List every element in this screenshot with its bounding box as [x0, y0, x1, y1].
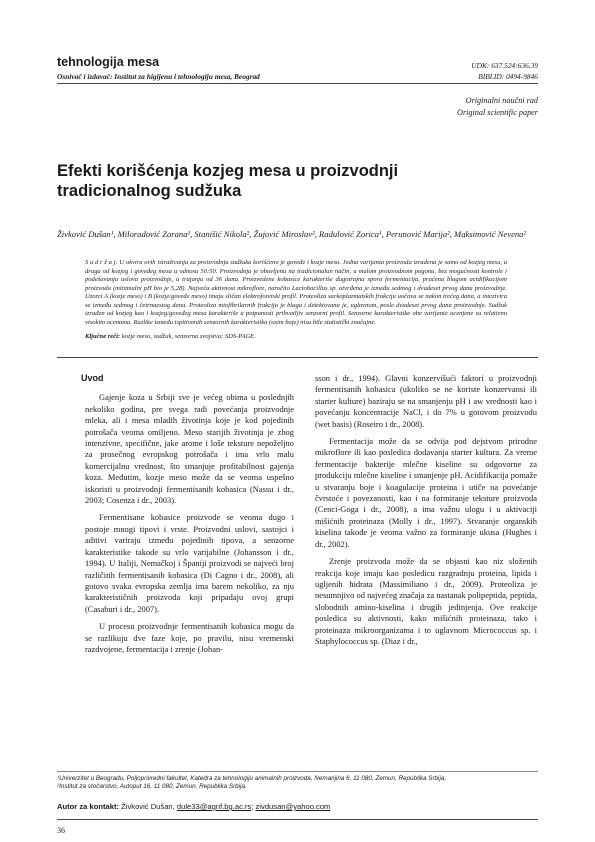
- left-column: [81, 373, 294, 655]
- affiliation-footnote: ²Institut za stočarstvo, Autoput 16, 11 080, Zemun, Republika Srbija.: [57, 783, 247, 790]
- keywords-text: kozje meso, sudžuk, senzorna svojstva; SDS-PAGE.: [121, 333, 256, 340]
- contact-label: Autor za kontakt:: [57, 802, 120, 811]
- page-bottom-divider: [57, 819, 538, 820]
- abstract: [85, 259, 507, 327]
- paper-type-serbian: Originalni naučni rad: [465, 96, 538, 105]
- section-divider: [57, 357, 538, 358]
- journal-name: tehnologija mesa: [57, 55, 160, 69]
- body-paragraph: Gajenje koza u Srbiji sve je većeg obima u poslednjih nekoliko godina, pre svega radi povećanja proizvodnje mleka, ali i mesa mladih životinja koje je kod pojedinih potrošača veoma omiljeno. Meso starijih životinja je zbog intenzivne, specifične, jake arome i loše teksture nepoželjno za prosečnog evropskog potrošača i ima vrlo malu komercijalnu vrednost, što smanjuje profitabilnost gajenja koza. Međutim, kozje meso može da se veoma uspešno iskoristi u proizvodnji fermentisanih kobasica (Nassu i dr., 2003; Cosenza i dr., 2003).: [85, 392, 294, 506]
- publisher-line: Osnivač i izdavač: Institut za higijenu i tehnologiju mesa, Beograd: [57, 72, 260, 81]
- contact-email-link[interactable]: zivdusan@yahoo.com: [255, 802, 331, 811]
- right-column: [315, 373, 537, 647]
- keywords: [85, 333, 507, 341]
- abstract-text: U okviru ovih istraživanja za proizvodnju sudžuka korišćeno je goveđe i kozje meso. Jedna varijanta proizvoda izrađena je samo od kozjeg mesa, a druga od kozjeg i goveđeg mesa u odnosu 50:50. Proizvodnja je obavljena na tradicionalan način, u malom proizvodnom pogonu, bez mogućnosti kontrole i podešavanja uslova proizvodnje, u trajanju od 36 dana. Proizvedene kobasice karakteriše dugotrajna spora fermentacija, praćena blagom acidifikacijom proizvoda (minimalni pH bio je 5,28). Najveća aktivnost mikroflore, naročito Lactobacillus sp. utvrđena je između sedmog i dvadeset prvog dana proizvodnje. Uzorci A (kozje meso) i B (kozje/goveđe meso) imaju sličan elektroforetski profil. Proteoliza sarkoplazmatskih frakcija uočava se nakon trećeg dana, a intezivira se između sedmog i četrnaestog dana. Proteoliza miofibrilarnih frakcija je blaga i detektovana je, uglavnom, posle dvadeset prvog dana proizvodnje. Sudžuk izrađen od kozjeg kao i kozjeg/goveđeg mesa karakteriše u potpunosti prihvatljiv senzorni profil. Senzorne karakteristike obe varijante ocenjene su relativno visokim ocenama. Razlike između ispitivanih senzornih karakteristika (osim boje) nisu bile statistički značajne.: [85, 259, 507, 326]
- body-paragraph: U procesu proizvodnje fermentisanih kobasica mogu da se razlikuju dve faze koje, po pravilu, nisu vremenski razdvojene, fermentacija i zrenje (Johan-: [85, 621, 294, 654]
- body-paragraph: Fermentisane kobasice proizvode se veoma dugo i postoje mnogi tipovi i vrste. Proizvodni uslovi, sastojci i aditivi variraju između pojedinih tipova, a senzorne karakteristike takode su vrlo varijabilne (Johansson i dr., 1994). U Italiji, Nemačkoj i Španiji proizvodi se najveći broj različitih fermentisanih kobasica (Di Cagno i dr., 2008), ali gotovo svaka evropska zemlja ima barem nekoliko, za nju karakterističnih proizvoda koji pripadaju ovoj grupi (Casaburi i dr., 2007).: [85, 512, 294, 614]
- contact-name: Živković Dušan,: [121, 802, 175, 811]
- keywords-label: Ključne reči:: [85, 333, 121, 340]
- header-divider: [57, 83, 538, 84]
- paper-title: Efekti korišćenja kozjeg mesa u proizvodnji tradicionalnog sudžuka: [57, 162, 399, 200]
- body-paragraph: Zrenje proizvoda može da se objasni kao niz složenih reakcija koje imaju kao posledicu razgradnju proteina, lipida i ugljenih hidrata (Massimiliano i dr., 2009). Proteoliza je nesumnjivo od najvećeg značaja za nastanak polipeptida, peptida, slobodnih amino-kiselina i drugih jedinjenja. Ove reakcije posledica su aktivnosti, kako mišićnih proteinaza, tako i proteinaza mikroorganizama i to uglavnom Micrococcus sp. i Staphylococcus sp. (Diaz i dr.,: [315, 556, 537, 646]
- udk-code: UDK: 637.524:636.39: [471, 61, 538, 70]
- paper-type-english: Original scientific paper: [457, 108, 538, 117]
- page-number: 36: [57, 826, 65, 835]
- footnote-divider: [57, 771, 538, 772]
- author-contact: [57, 802, 330, 811]
- body-paragraph: Fermentacija može da se odvija pod dejstvom prirodne mikroflore ili kao posledica dodavanja starter kultura. Za vreme fermentacije bakterije mlečne kiseline su odgovorne za produkciju mlečne kiseline i smanjenje pH. Acidifikacija pomaže u stvaranju boje i koagulacije proteina i utiče na povećanje čvrstoće i povezanosti, kao i na formiranje teksture proizvoda (Cenci-Goga i dr., 2008), a ima važnu ulogu i u aktivaciji mišićnih proteinaza (Molly i dr., 1997). Stvaranje organskih kiselina takođe je veoma važno za formiranje ukusa (Hughes i dr., 2002).: [315, 436, 537, 549]
- abstract-label: S a d r ž a j:: [85, 259, 118, 266]
- biblid-code: BIBLID: 0494-9846: [478, 72, 538, 81]
- affiliation-footnote: ¹Univerzitet u Beogradu, Poljoprivredni fakultet, Katedra za tehnologiju animalnih proizvoda, Nemanjina 6, 11 080, Zemun, Republika Srbija;: [57, 775, 447, 782]
- author-list: Živković Dušan¹, Miloradović Zorana¹, Stanišić Nikola², Žujović Miroslav², Radulović Zorica¹, Perunović Marija², Maksimović Nevena²: [57, 229, 527, 239]
- body-paragraph: sson i dr., 1994). Glavni konzervišući faktori u proizvodnji fermentisanih kobasica (ukoliko se ne koriste konzervansi ili starter kulture) baziraju se na smanjenju pH i aw vrednosti kao i povećanju koncentracije NaCl, i do 7% u gotovom proizvodu (wet basis) (Roseiro i dr., 2008).: [315, 373, 537, 429]
- contact-separator: ;: [251, 802, 254, 811]
- contact-email-link[interactable]: dule33@agrif.bg.ac.rs: [176, 802, 252, 811]
- section-heading-uvod: Uvod: [81, 373, 104, 383]
